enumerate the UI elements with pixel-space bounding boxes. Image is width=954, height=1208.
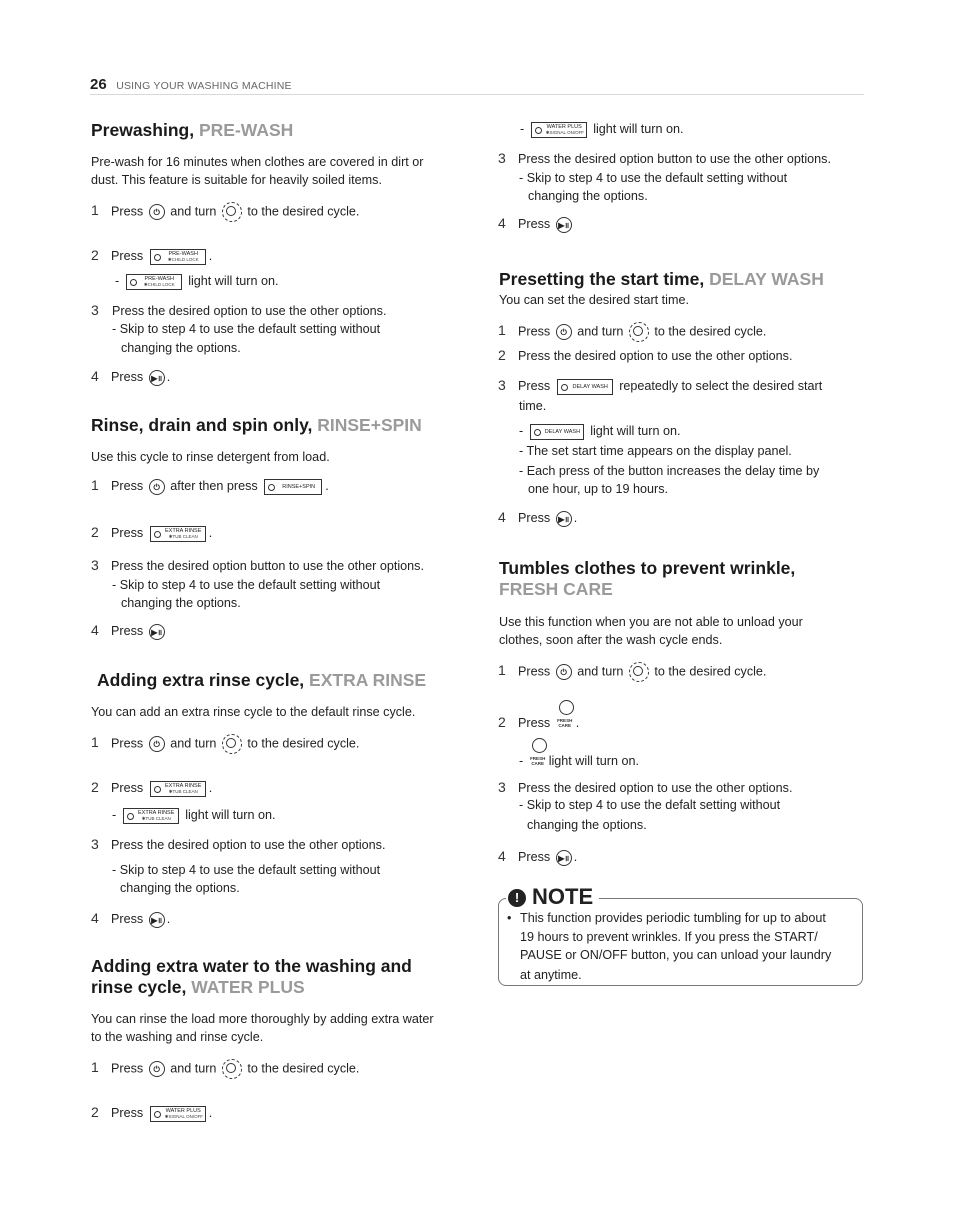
extra-rinse-step-1: 1 Press ⏻ and turn to the desired cycle. (91, 734, 359, 754)
water-plus-desc-2: to the washing and rinse cycle. (91, 1030, 264, 1044)
delay-step-4: 4 Press ▶॥ . (498, 509, 578, 525)
fresh-step-2-light: - FRESH CARE light will turn on. (519, 753, 639, 770)
cycle-dial-icon (629, 662, 649, 682)
extra-rinse-step-3-sub-2: changing the options. (120, 881, 240, 895)
fresh-accent: FRESH CARE (499, 579, 613, 599)
water-plus-heading-line-1: Adding extra water to the washing and (91, 956, 412, 976)
extra-rinse-step-2: 2 Press EXTRA RINSE ✱TUB CLEAN . (91, 779, 213, 795)
cycle-dial-icon (222, 202, 242, 222)
fresh-step-4: 4 Press ▶॥ . (498, 848, 578, 864)
prewash-button-icon: PRE-WASH ✱CHILD LOCK (150, 249, 206, 265)
start-pause-icon: ▶॥ (556, 850, 572, 866)
extra-rinse-step-3: 3 Press the desired option to use the other options. (91, 836, 386, 852)
extra-rinse-heading: Adding extra rinse cycle, EXTRA RINSE (97, 670, 427, 690)
prewash-heading: Prewashing, PRE-WASH (91, 120, 294, 140)
prewash-step-3: 3 Press the desired option to use the other options. (91, 302, 387, 318)
fresh-care-light-icon: FRESH CARE (527, 754, 549, 770)
rinse-step-4: 4 Press ▶॥ (91, 622, 167, 640)
fresh-heading-line-1: Tumbles clothes to prevent wrinkle, (499, 558, 796, 578)
delay-accent: DELAY WASH (709, 269, 824, 289)
start-pause-icon: ▶॥ (149, 370, 165, 386)
water-plus-desc-1: You can rinse the load more thoroughly by adding extra water (91, 1012, 434, 1026)
prewash-step-3-sub-1: - Skip to step 4 to use the default setting without (112, 322, 381, 336)
page-number: 26 (90, 76, 107, 93)
delay-step-3-light: - DELAY WASH light will turn on. (519, 424, 681, 438)
delay-step-2: 2 Press the desired option to use the other options. (498, 347, 793, 363)
fresh-step-2: 2 Press FRESH CARE . (498, 714, 579, 732)
power-button-icon: ⏻ (149, 479, 165, 495)
water-plus-step-3-sub-2: changing the options. (528, 189, 648, 203)
fresh-step-3-sub-2: changing the options. (527, 818, 647, 832)
cycle-dial-icon (629, 322, 649, 342)
prewash-light-icon: PRE-WASH ✱CHILD LOCK (126, 274, 182, 290)
prewash-step-3-sub-2: changing the options. (121, 341, 241, 355)
fresh-desc-1: Use this function when you are not able to unload your (499, 615, 803, 629)
power-button-icon: ⏻ (149, 736, 165, 752)
fresh-step-3-sub-1: - Skip to step 4 to use the defalt setting without (519, 798, 781, 812)
extra-rinse-light-icon: EXTRA RINSE ✱TUB CLEAN (123, 808, 179, 824)
rinse-step-3-sub-1: - Skip to step 4 to use the default setting without (112, 578, 381, 592)
rinse-desc: Use this cycle to rinse detergent from load. (91, 450, 330, 464)
note-line-4: at anytime. (520, 968, 582, 982)
water-plus-step-3: 3 Press the desired option button to use the other options. (498, 150, 831, 166)
water-plus-light-icon: WATER PLUS ✱SIGNAL ON/OFF (531, 122, 587, 138)
note-line-2: 19 hours to prevent wrinkles. If you press the START/ (520, 930, 818, 944)
note-line-3: PAUSE or ON/OFF button, you can unload your laundry (520, 948, 832, 962)
extra-rinse-button-icon: EXTRA RINSE ✱TUB CLEAN (150, 526, 206, 542)
note-title: ! NOTE (506, 884, 599, 910)
water-plus-step-3-sub-1: - Skip to step 4 to use the default setting without (519, 171, 788, 185)
delay-heading: Presetting the start time, DELAY WASH (499, 269, 824, 289)
start-pause-icon: ▶॥ (149, 912, 165, 928)
delay-step-3-cont: time. (519, 399, 547, 413)
extra-rinse-step-4: 4 Press ▶॥ . (91, 910, 171, 926)
delay-wash-button-icon: DELAY WASH (557, 379, 613, 395)
cycle-dial-icon (222, 1059, 242, 1079)
delay-wash-light-icon: DELAY WASH (530, 424, 584, 440)
rinse-step-2: 2 Press EXTRA RINSE ✱TUB CLEAN . (91, 524, 213, 540)
delay-step-3: 3 Press DELAY WASH repeatedly to select the desired start (498, 377, 823, 393)
fresh-desc-2: clothes, soon after the wash cycle ends. (499, 633, 723, 647)
power-button-icon: ⏻ (556, 664, 572, 680)
rinse-heading: Rinse, drain and spin only, RINSE+SPIN (91, 415, 422, 435)
prewash-step-2: 2 Press PRE-WASH ✱CHILD LOCK . (91, 247, 213, 263)
delay-step-3-sub-3: - Each press of the button increases the delay time by (519, 464, 820, 478)
water-plus-step-2-light: - WATER PLUS ✱SIGNAL ON/OFF light will turn on. (520, 122, 684, 136)
rinse-step-3-sub-2: changing the options. (121, 596, 241, 610)
section-title: USING YOUR WASHING MACHINE (116, 80, 292, 92)
delay-desc: You can set the desired start time. (499, 293, 689, 307)
rinse-step-1: 1 Press ⏻ after then press RINSE+SPIN . (91, 477, 329, 493)
prewash-desc-1: Pre-wash for 16 minutes when clothes are covered in dirt or (91, 155, 424, 169)
water-plus-step-4: 4 Press ▶॥ (498, 215, 574, 233)
cycle-dial-icon (222, 734, 242, 754)
extra-rinse-accent: EXTRA RINSE (309, 670, 427, 690)
delay-step-3-sub-4: one hour, up to 19 hours. (528, 482, 669, 496)
water-plus-accent: WATER PLUS (191, 977, 305, 997)
warning-icon: ! (508, 889, 526, 907)
rinse-accent: RINSE+SPIN (317, 415, 422, 435)
water-plus-heading-line-2: rinse cycle, WATER PLUS (91, 977, 305, 997)
prewash-step-4: 4 Press ▶॥ . (91, 368, 171, 384)
extra-rinse-step-3-sub-1: - Skip to step 4 to use the default setting without (112, 863, 381, 877)
start-pause-icon: ▶॥ (149, 624, 165, 640)
extra-rinse-desc: You can add an extra rinse cycle to the default rinse cycle. (91, 705, 416, 719)
prewash-accent: PRE-WASH (198, 120, 294, 140)
extra-rinse-button-icon: EXTRA RINSE ✱TUB CLEAN (150, 781, 206, 797)
prewash-step-1: 1 Press ⏻ and turn to the desired cycle. (91, 202, 359, 222)
note-line-1: This function provides periodic tumbling for up to about (520, 911, 826, 925)
water-plus-step-1: 1 Press ⏻ and turn to the desired cycle. (91, 1059, 359, 1079)
fresh-heading-line-2 (499, 578, 613, 600)
water-plus-step-2: 2 Press WATER PLUS ✱SIGNAL ON/OFF . (91, 1104, 213, 1120)
start-pause-icon: ▶॥ (556, 217, 572, 233)
prewash-step-2-light: - PRE-WASH ✱CHILD LOCK light will turn on. (115, 274, 279, 288)
power-button-icon: ⏻ (556, 324, 572, 340)
water-plus-button-icon: WATER PLUS ✱SIGNAL ON/OFF (150, 1106, 206, 1122)
power-button-icon: ⏻ (149, 1061, 165, 1077)
start-pause-icon: ▶॥ (556, 511, 572, 527)
page-header (90, 76, 864, 95)
prewash-desc-2: dust. This feature is suitable for heavily soiled items. (91, 173, 382, 187)
delay-step-1: 1 Press ⏻ and turn to the desired cycle. (498, 322, 766, 342)
delay-step-3-sub-2: - The set start time appears on the display panel. (519, 444, 792, 458)
fresh-care-button-icon: FRESH CARE (554, 716, 576, 732)
rinse-spin-button-icon: RINSE+SPIN (264, 479, 322, 495)
note-bullet: • (507, 911, 512, 925)
rinse-step-3: 3 Press the desired option button to use the other options. (91, 557, 424, 573)
fresh-step-1: 1 Press ⏻ and turn to the desired cycle. (498, 662, 766, 682)
power-button-icon: ⏻ (149, 204, 165, 220)
extra-rinse-step-2-light: - EXTRA RINSE ✱TUB CLEAN light will turn on. (112, 808, 276, 822)
fresh-step-3: 3 Press the desired option to use the other options. (498, 779, 793, 795)
